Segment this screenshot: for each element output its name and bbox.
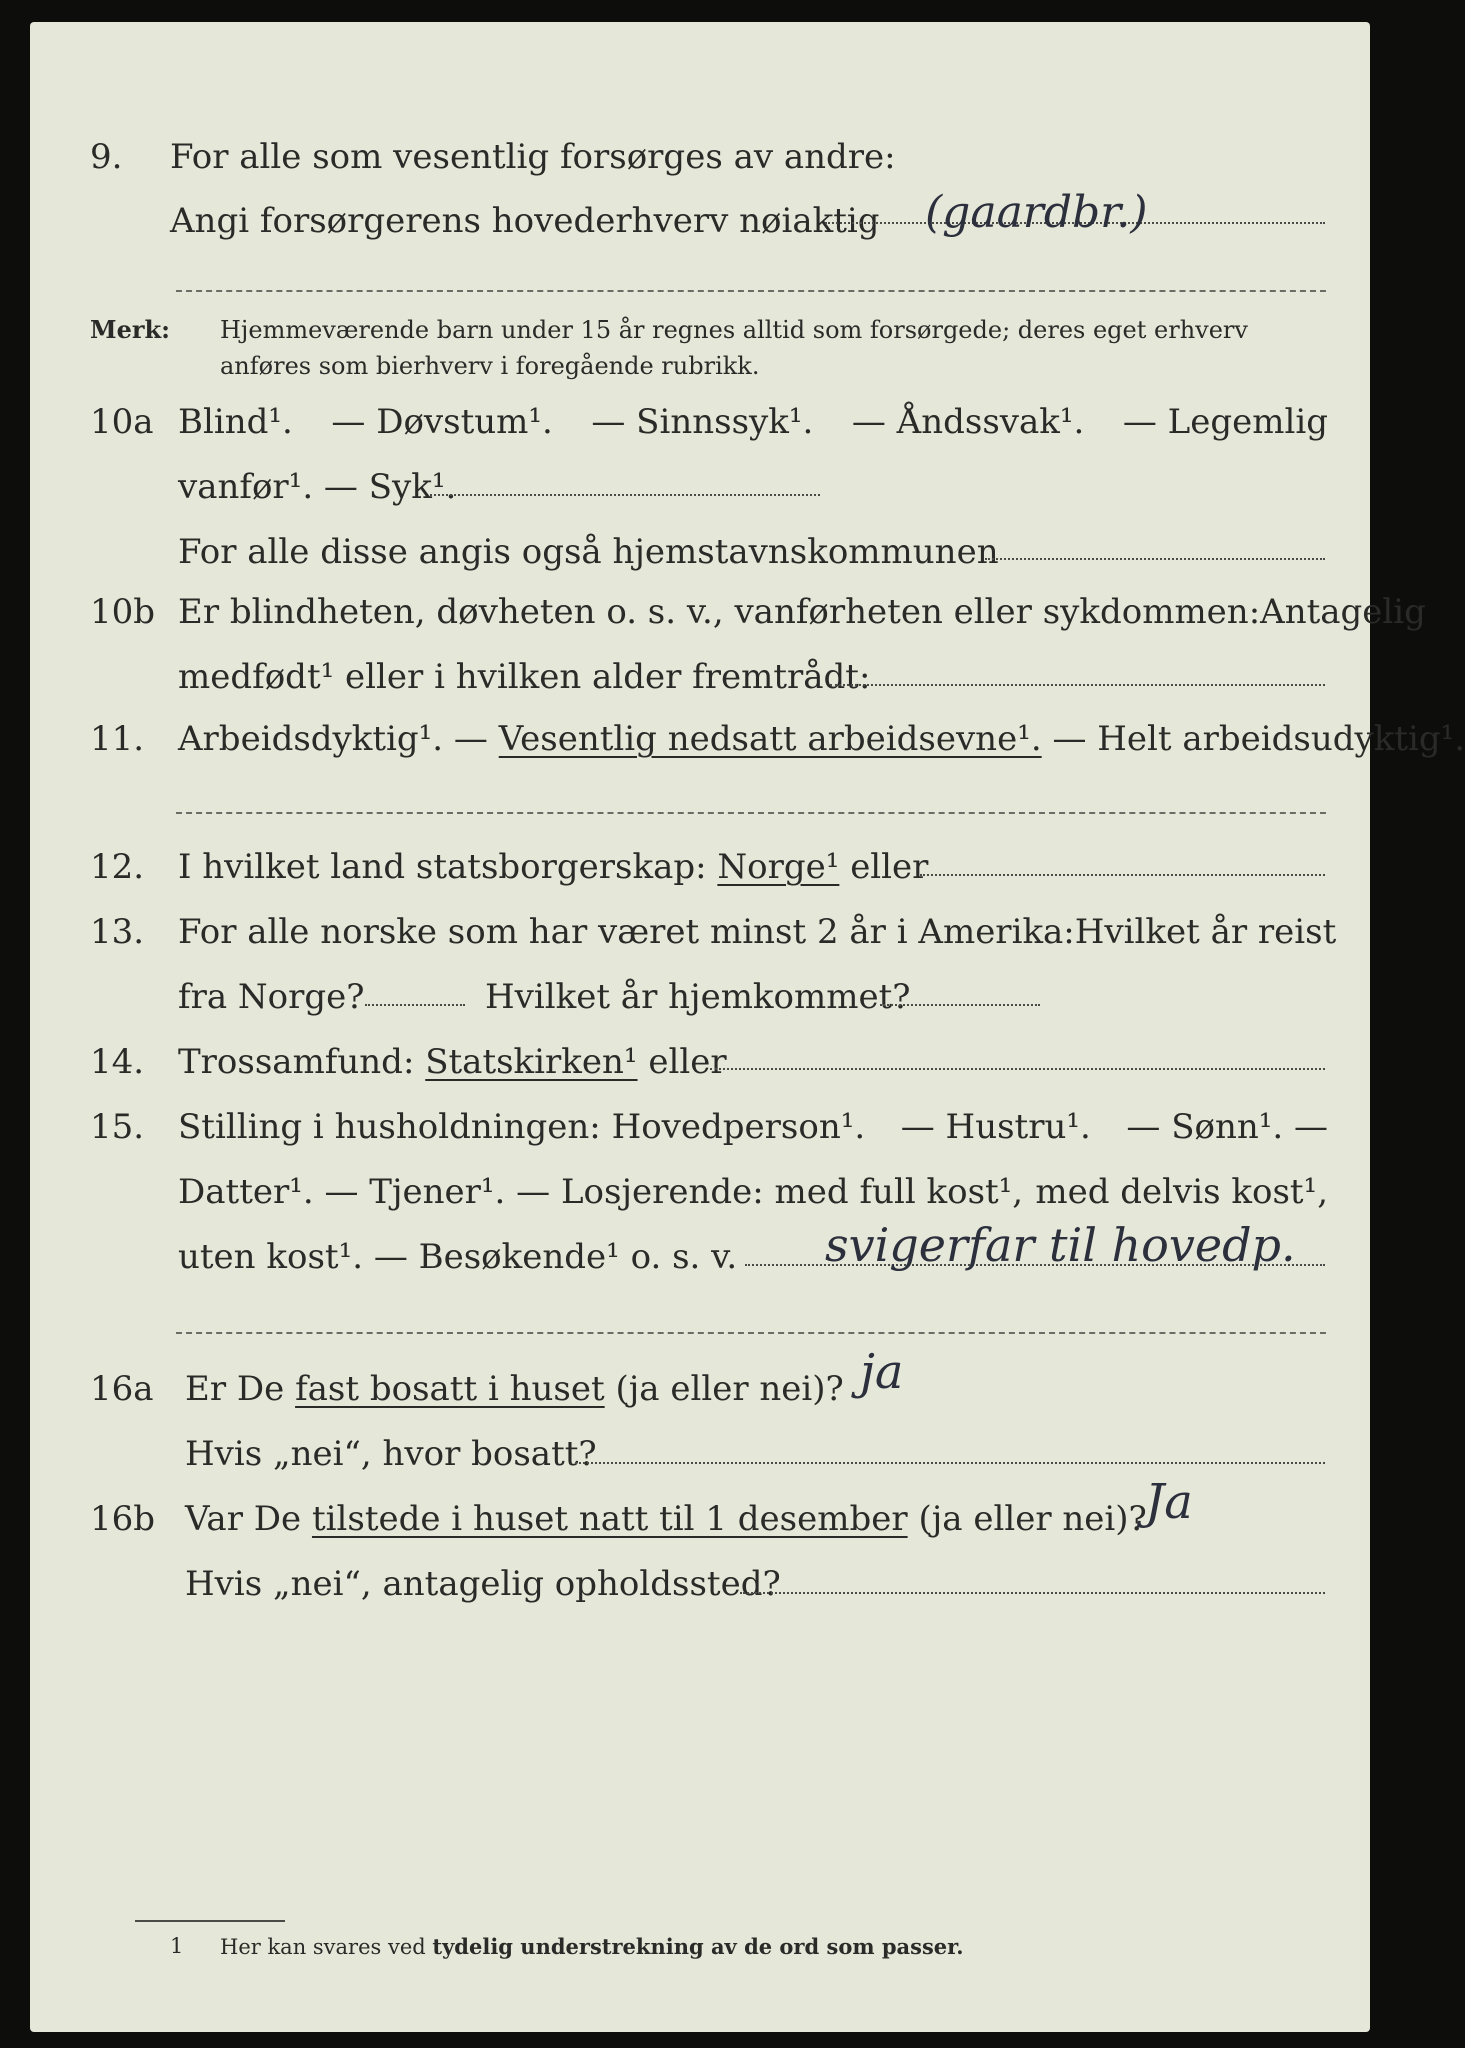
note-text-2: anføres som bierhverv i foregående rubrikk. xyxy=(220,352,760,380)
underlined-answer: Statskirken¹ xyxy=(425,1042,638,1082)
question-text: Blind¹. — Døvstum¹. — Sinnssyk¹. — Åndssvak¹. — Legemlig xyxy=(178,402,1328,442)
handwritten-answer: (gaardbr.) xyxy=(925,187,1148,238)
blank-answer-line xyxy=(176,1332,1326,1334)
question-number: 13. xyxy=(90,912,145,952)
question-number: 16b xyxy=(90,1499,156,1539)
question-number: 11. xyxy=(90,719,145,759)
question-text: Trossamfund: Statskirken¹ eller xyxy=(178,1042,727,1082)
question-text: Hvilket år hjemkommet? xyxy=(485,977,911,1017)
question-text: vanfør¹. — Syk¹. xyxy=(178,467,457,507)
answer-line xyxy=(985,558,1325,560)
question-text: Angi forsørgerens hovederhverv nøiaktig xyxy=(170,201,880,241)
answer-line xyxy=(710,1068,1325,1070)
question-number: 10b xyxy=(90,592,156,632)
question-text: For alle som vesentlig forsørges av andre: xyxy=(170,137,896,177)
answer-line xyxy=(830,684,1325,686)
underlined-answer: Vesentlig nedsatt arbeidsevne¹. xyxy=(498,719,1042,759)
handwritten-answer: ja xyxy=(860,1344,904,1400)
blank-answer-line xyxy=(176,290,1326,292)
question-number: 14. xyxy=(90,1042,145,1082)
answer-line xyxy=(365,1004,465,1006)
question-text: Var De tilstede i huset natt til 1 desember (ja eller nei)? xyxy=(185,1499,1147,1539)
question-text: For alle disse angis også hjemstavnskommunen xyxy=(178,532,999,572)
answer-line xyxy=(740,1592,1325,1594)
question-text: I hvilket land statsborgerskap: Norge¹ eller xyxy=(178,847,929,887)
underlined-answer: Norge¹ xyxy=(717,847,840,887)
footnote-rule xyxy=(135,1920,285,1922)
question-text: Hvis „nei“, antagelig opholdssted? xyxy=(185,1564,781,1604)
question-text: Datter¹. — Tjener¹. — Losjerende: med full kost¹, med delvis kost¹, xyxy=(178,1172,1328,1212)
answer-line xyxy=(920,874,1325,876)
underlined-answer: tilstede i huset natt til 1 desember xyxy=(311,1499,908,1539)
footnote-text: Her kan svares ved tydelig understrekning av de ord som passer. xyxy=(220,1934,964,1959)
question-text: Stilling i husholdningen: Hovedperson¹. — Hustru¹. — Sønn¹. — xyxy=(178,1107,1328,1147)
question-number: 10a xyxy=(90,402,154,442)
question-text: Arbeidsdyktig¹. — Vesentlig nedsatt arbeidsevne¹. — Helt arbeidsudyktig¹. xyxy=(178,719,1465,759)
answer-line xyxy=(880,1004,1040,1006)
answer-line xyxy=(575,1462,1325,1464)
question-text: For alle norske som har været minst 2 år i Amerika: Hvilket år reist xyxy=(178,912,1337,952)
question-text: Er blindheten, døvheten o. s. v., vanførheten eller sykdommen: Antagelig xyxy=(178,592,1426,632)
question-text: Er De fast bosatt i huset (ja eller nei)? xyxy=(185,1369,844,1409)
handwritten-answer: Ja xyxy=(1145,1474,1193,1530)
question-text: Hvis „nei“, hvor bosatt? xyxy=(185,1434,597,1474)
note-text-1: Hjemmeværende barn under 15 år regnes alltid som forsørgede; deres eget erhverv xyxy=(220,316,1248,344)
question-text: fra Norge? xyxy=(178,977,365,1017)
question-number: 9. xyxy=(90,137,123,177)
question-number: 12. xyxy=(90,847,145,887)
question-text: medfødt¹ eller i hvilken alder fremtrådt: xyxy=(178,657,871,697)
underlined-answer: fast bosatt i huset xyxy=(295,1369,605,1409)
footnote-marker: 1 xyxy=(170,1934,184,1958)
question-text: uten kost¹. — Besøkende¹ o. s. v. xyxy=(178,1237,738,1277)
blank-answer-line xyxy=(176,812,1326,814)
question-number: 15. xyxy=(90,1107,145,1147)
answer-line xyxy=(430,494,820,496)
question-number: 16a xyxy=(90,1369,154,1409)
census-form-page xyxy=(30,22,1465,2032)
handwritten-answer: svigerfar til hovedp. xyxy=(825,1218,1296,1272)
note-label: Merk: xyxy=(90,315,170,344)
